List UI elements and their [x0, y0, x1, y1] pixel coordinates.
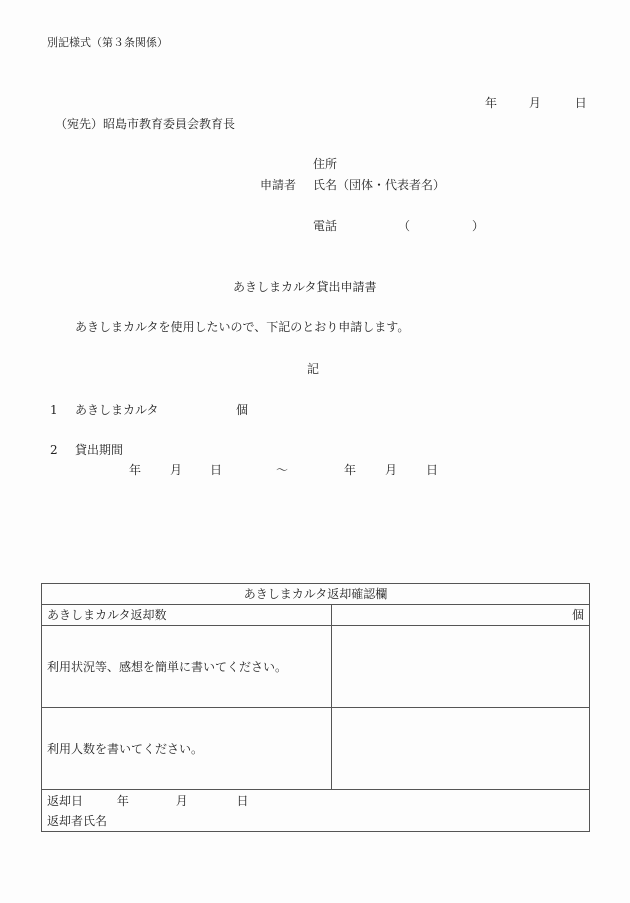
addressee: （宛先）昭島市教育委員会教育長 [55, 117, 236, 131]
period-to-month: 月 [385, 463, 398, 477]
user-count-field[interactable] [332, 708, 590, 790]
table-title: あきしまカルタ返却確認欄 [42, 584, 590, 605]
date-month-label: 月 [528, 96, 541, 110]
return-confirmation-table [41, 583, 590, 832]
returner-name-label: 返却者氏名 [47, 813, 108, 828]
return-date-year: 年 [116, 793, 129, 808]
period-from-month: 月 [170, 463, 183, 477]
period-from-day: 日 [210, 463, 223, 477]
document-title: あきしまカルタ貸出申請書 [233, 280, 377, 294]
period-separator: ～ [276, 463, 289, 477]
date-year-label: 年 [485, 96, 498, 110]
return-date-label: 返却日 [47, 793, 84, 808]
user-count-label: 利用人数を書いてください。 [42, 708, 332, 790]
applicant-address-label: 住所 [313, 157, 338, 171]
form-reference: 別記様式（第３条関係） [47, 36, 168, 49]
applicant-label: 申請者 [260, 178, 297, 192]
return-date-month: 月 [175, 793, 188, 808]
date-day-label: 日 [574, 96, 587, 110]
table-title-row [42, 584, 590, 605]
return-date-day: 日 [236, 793, 249, 808]
period-to-day: 日 [426, 463, 439, 477]
ki-heading: 記 [307, 362, 320, 376]
phone-paren-open: （ [398, 219, 411, 233]
return-count-field[interactable]: 個 [332, 605, 590, 626]
item-1-label: あきしまカルタ [75, 403, 159, 417]
table-footer-row [42, 790, 590, 832]
phone-paren-close: ） [472, 219, 485, 233]
intro-text: あきしまカルタを使用したいので、下記のとおり申請します。 [75, 320, 410, 334]
return-date-line [47, 791, 584, 811]
period-to-year: 年 [344, 463, 357, 477]
applicant-name-label: 氏名（団体・代表者名） [313, 178, 446, 192]
usage-impressions-field[interactable] [332, 626, 590, 708]
table-row [42, 605, 590, 626]
application-date [485, 96, 587, 110]
item-2-number: 2 [50, 443, 58, 457]
table-row [42, 626, 590, 708]
item-1-number: 1 [50, 403, 58, 417]
usage-impressions-label: 利用状況等、感想を簡単に書いてください。 [42, 626, 332, 708]
item-1-unit: 個 [236, 403, 249, 417]
return-count-label: あきしまカルタ返却数 [42, 605, 332, 626]
period-from-year: 年 [129, 463, 142, 477]
item-2-label: 貸出期間 [75, 443, 124, 457]
table-row [42, 708, 590, 790]
return-info-cell[interactable] [42, 790, 590, 832]
applicant-phone-label: 電話 [313, 219, 338, 233]
